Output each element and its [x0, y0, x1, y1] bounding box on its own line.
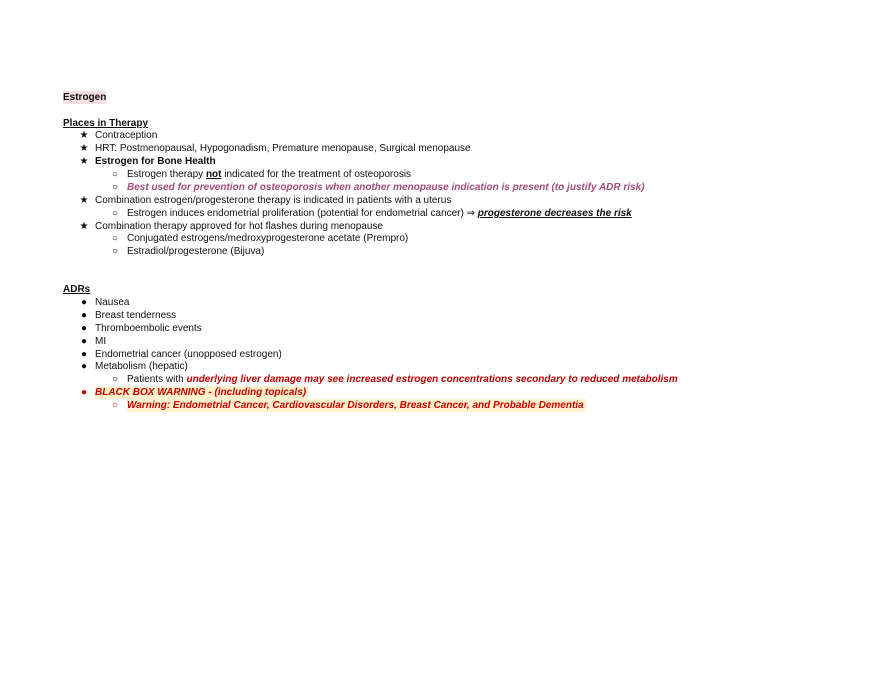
page-title: Estrogen	[63, 92, 107, 103]
black-box-warning: BLACK BOX WARNING - (including topicals)	[95, 387, 307, 398]
sub-item-text: Estrogen therapy	[127, 169, 206, 180]
sub-item-text: indicated for the treatment of osteoporosis	[221, 169, 412, 180]
circle-bullet-icon: ○	[111, 246, 119, 257]
sub-item-text: Patients with	[127, 374, 187, 385]
dot-bullet-icon: ●	[80, 361, 88, 372]
dot-bullet-icon: ●	[80, 310, 88, 321]
list-item-hrt: HRT: Postmenopausal, Hypogonadism, Premature menopause, Surgical menopause	[95, 143, 471, 154]
sub-item-bone-not-indicated	[127, 168, 411, 181]
progesterone-emphasis: progesterone decreases the risk	[477, 208, 632, 219]
sub-item-endometrial	[127, 207, 632, 220]
star-bullet-icon: ★	[79, 130, 89, 141]
circle-bullet-icon: ○	[111, 374, 119, 385]
circle-bullet-icon: ○	[111, 169, 119, 180]
circle-bullet-icon: ○	[111, 182, 119, 193]
dot-bullet-icon: ●	[80, 336, 88, 347]
dot-bullet-icon: ●	[80, 323, 88, 334]
adr-item-nausea: Nausea	[95, 297, 130, 308]
adr-item-thromboembolic: Thromboembolic events	[95, 323, 202, 334]
sub-item-prempro: Conjugated estrogens/medroxyprogesterone acetate (Prempro)	[127, 233, 409, 244]
star-bullet-icon: ★	[79, 221, 89, 232]
circle-bullet-icon: ○	[111, 208, 119, 219]
dot-bullet-icon: ●	[80, 349, 88, 360]
liver-emphasis: underlying liver damage may see increased estrogen concentrations secondary to reduced metabolism	[186, 374, 678, 385]
list-item-bone-health: Estrogen for Bone Health	[95, 156, 216, 167]
adrs-heading: ADRs	[63, 284, 91, 295]
adr-item-breast-tenderness: Breast tenderness	[95, 310, 177, 321]
black-box-warning-detail: Warning: Endometrial Cancer, Cardiovascular Disorders, Breast Cancer, and Probable Dementia	[127, 400, 584, 411]
list-item-combination: Combination estrogen/progesterone therapy is indicated in patients with a uterus	[95, 195, 452, 206]
dot-bullet-icon: ●	[80, 297, 88, 308]
star-bullet-icon: ★	[79, 143, 89, 154]
adr-item-metabolism: Metabolism (hepatic)	[95, 361, 188, 372]
sub-item-bijuva: Estradiol/progesterone (Bijuva)	[127, 246, 265, 257]
star-bullet-icon: ★	[79, 156, 89, 167]
places-heading: Places in Therapy	[63, 118, 149, 129]
sub-item-text: Estrogen induces endometrial proliferation (potential for endometrial cancer) ⇒	[127, 208, 478, 219]
adr-item-endometrial-cancer: Endometrial cancer (unopposed estrogen)	[95, 349, 282, 360]
not-emphasis: not	[205, 169, 222, 180]
sub-item-bone-prevention: Best used for prevention of osteoporosis when another menopause indication is present (to justify ADR risk)	[127, 182, 645, 193]
circle-bullet-icon: ○	[111, 400, 119, 411]
circle-bullet-icon: ○	[111, 233, 119, 244]
dot-bullet-icon: ●	[80, 387, 88, 398]
list-item-contraception: Contraception	[95, 130, 158, 141]
star-bullet-icon: ★	[79, 195, 89, 206]
sub-item-liver-damage	[127, 373, 678, 386]
adr-item-mi: MI	[95, 336, 107, 347]
list-item-hot-flashes: Combination therapy approved for hot flashes during menopause	[95, 221, 383, 232]
